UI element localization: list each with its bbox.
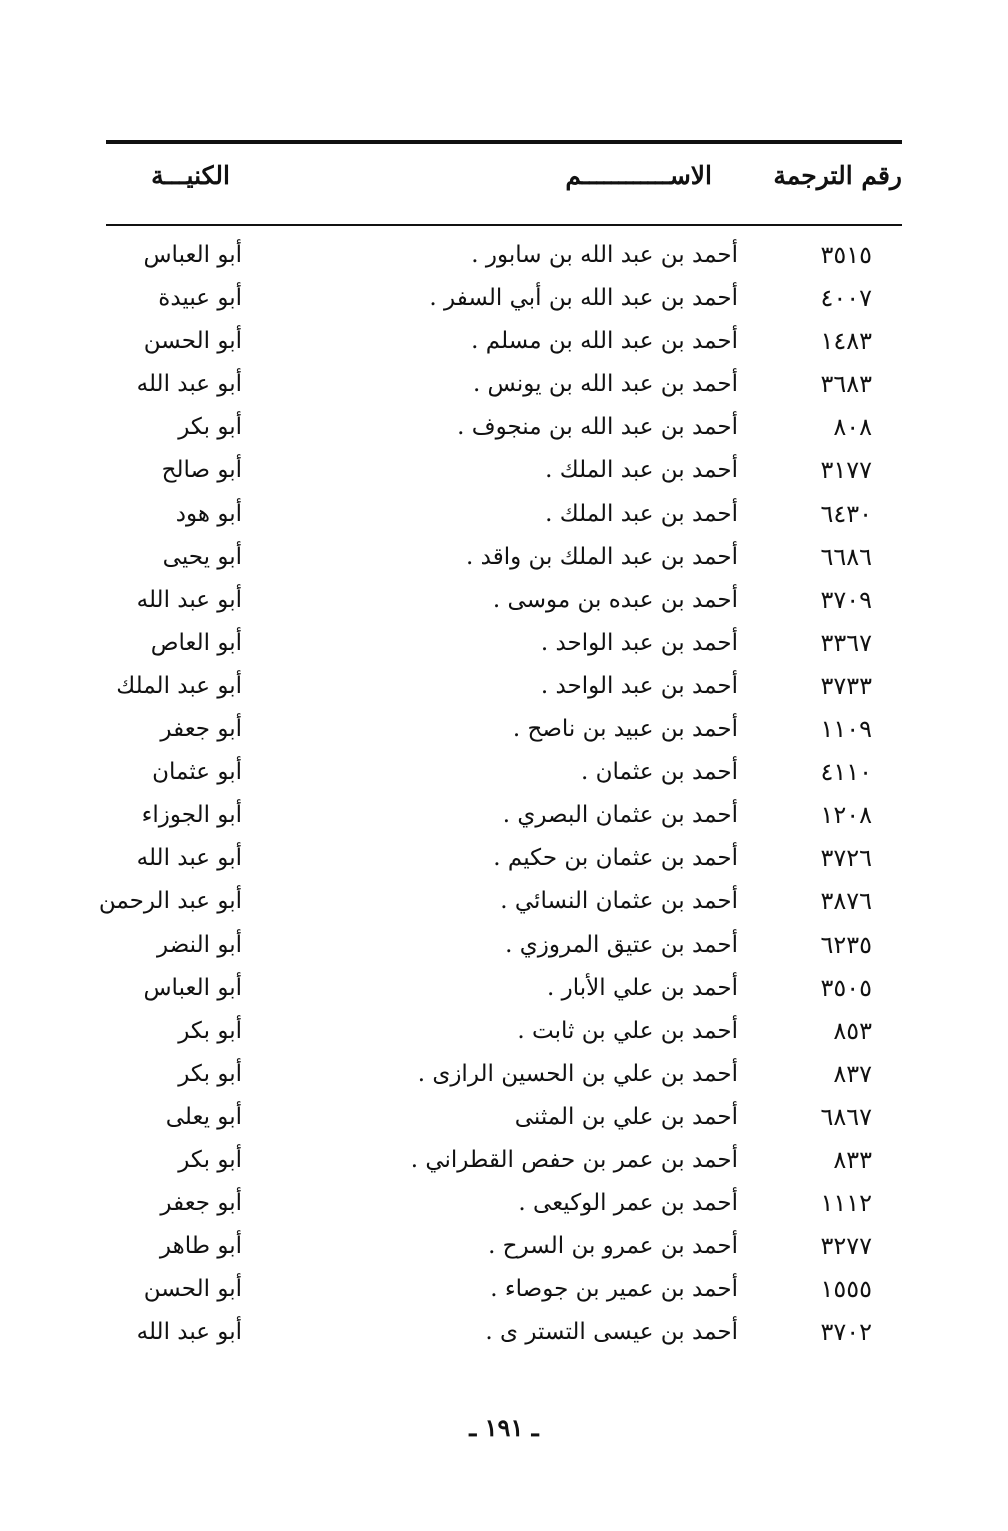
table-row — [106, 924, 902, 967]
entry-name: أحمد بن عبد الملك . — [545, 500, 738, 527]
entry-kunya: أبو العاص — [150, 629, 242, 656]
table-row — [106, 1225, 902, 1268]
entry-number: ٦٨٦٧ — [820, 1102, 872, 1131]
entry-number: ٣٥٠٥ — [820, 973, 872, 1002]
entry-name: أحمد بن عثمان البصري . — [502, 802, 738, 829]
entry-kunya: أبو هود — [175, 500, 242, 527]
entry-name: أحمد بن عبد الواحد . — [540, 672, 738, 699]
entry-name: أحمد بن عبد الله بن مسلم . — [471, 328, 738, 355]
entry-kunya: أبو عبد الله — [136, 586, 242, 613]
table-row — [106, 579, 902, 622]
entry-number: ١١٠٩ — [820, 715, 872, 744]
entry-number: ٣٦٨٣ — [820, 370, 872, 399]
entry-name: أحمد بن عمير بن جوصاء . — [490, 1276, 738, 1303]
entry-number: ٦٦٨٦ — [820, 542, 872, 571]
table-row — [106, 277, 902, 320]
header-rule — [106, 224, 902, 226]
entry-name: أحمد بن عبد الملك . — [545, 457, 738, 484]
entry-name: أحمد بن علي بن المثنى — [514, 1103, 738, 1130]
entry-name: أحمد بن عمرو بن السرح . — [488, 1233, 738, 1260]
entry-number: ٣٧٠٩ — [820, 585, 872, 614]
table-row — [106, 1311, 902, 1354]
entry-name: أحمد بن عبد الملك بن واقد . — [466, 543, 738, 570]
table-row — [106, 837, 902, 880]
entry-name: أحمد بن عبد الله بن أبي السفر . — [429, 285, 738, 312]
entry-number: ٨٣٣ — [833, 1145, 872, 1174]
entry-kunya: أبو النضر — [157, 931, 242, 958]
entry-name: أحمد بن عبد الله بن سابور . — [471, 242, 738, 268]
entry-kunya: أبو يحيى — [162, 543, 242, 570]
entry-number: ١٥٥٥ — [820, 1275, 872, 1304]
header-name: الاســــــــــــم — [565, 161, 712, 190]
entry-number: ٣٢٧٧ — [820, 1232, 872, 1261]
entry-kunya: أبو بكر — [178, 1146, 242, 1173]
table-row — [106, 708, 902, 751]
table-row — [106, 493, 902, 536]
entry-name: أحمد بن عيسى التستر ى . — [485, 1319, 738, 1346]
entry-kunya: أبو عبيدة — [158, 285, 242, 312]
entry-number: ٦٢٣٥ — [820, 930, 872, 959]
entry-kunya: أبو العباس — [143, 974, 242, 1001]
table-row — [106, 320, 902, 363]
entry-name: أحمد بن عثمان . — [581, 759, 738, 786]
entry-number: ١٤٨٣ — [820, 327, 872, 356]
table-row — [106, 1096, 902, 1139]
top-rule — [106, 140, 902, 144]
entry-kunya: أبو يعلى — [165, 1103, 242, 1130]
entry-name: أحمد بن عثمان النسائي . — [500, 888, 738, 915]
entry-name: أحمد بن عبد الله بن منجوف . — [457, 414, 738, 441]
entry-number: ٣٨٧٦ — [820, 887, 872, 916]
entry-number: ٤١١٠ — [820, 758, 872, 787]
table-row — [106, 449, 902, 492]
entry-kunya: أبو الحسن — [143, 1276, 242, 1303]
entry-kunya: أبو بكر — [178, 1017, 242, 1044]
table-row — [106, 794, 902, 837]
entry-kunya: أبو عبد الملك — [116, 672, 242, 699]
entry-number: ٨٠٨ — [833, 413, 872, 442]
table-row — [106, 536, 902, 579]
entry-number: ٣١٧٧ — [820, 456, 872, 485]
entry-kunya: أبو عبد الله — [136, 371, 242, 398]
entry-kunya: أبو الجوزاء — [141, 802, 242, 829]
entry-kunya: أبو عبد الله — [136, 1319, 242, 1346]
entry-number: ١١١٢ — [820, 1189, 872, 1218]
entry-kunya: أبو بكر — [178, 414, 242, 441]
entry-kunya: أبو عبد الرحمن — [98, 888, 242, 915]
entry-name: أحمد بن عثمان بن حكيم . — [493, 845, 738, 872]
entry-number: ٣٧٣٣ — [820, 671, 872, 700]
entry-kunya: أبو جعفر — [160, 1190, 242, 1217]
header-number: رقم الترجمة — [773, 161, 902, 190]
entry-number: ٣٧٠٢ — [820, 1318, 872, 1347]
table-row — [98, 880, 902, 923]
page-number: ـ ١٩١ ـ — [469, 1413, 539, 1442]
table-row — [106, 1139, 902, 1182]
table-row — [106, 751, 902, 794]
entry-name: أحمد بن علي بن الحسين الرازى . — [417, 1060, 738, 1087]
entry-name: أحمد بن علي بن ثابت . — [517, 1017, 738, 1044]
entry-number: ٤٠٠٧ — [820, 284, 872, 313]
table-row — [106, 665, 902, 708]
entry-number: ١٢٠٨ — [820, 801, 872, 830]
entry-kunya: أبو عبد الله — [136, 845, 242, 872]
entry-kunya: أبو صالح — [161, 457, 242, 484]
entry-number: ٣٥١٥ — [820, 241, 872, 269]
entry-name: أحمد بن عبيد بن ناصح . — [512, 716, 738, 743]
table-row — [106, 1053, 902, 1096]
entry-kunya: أبو الحسن — [143, 328, 242, 355]
table-header — [106, 156, 902, 206]
table-row — [106, 1010, 902, 1053]
entry-name: أحمد بن عبد الواحد . — [540, 629, 738, 656]
entry-number: ٨٥٣ — [833, 1016, 872, 1045]
entry-name: أحمد بن عبده بن موسى . — [492, 586, 738, 613]
entry-name: أحمد بن عتيق المروزي . — [505, 931, 738, 958]
table-row — [106, 967, 902, 1010]
table-row — [106, 1182, 902, 1225]
entry-kunya: أبو عثمان — [152, 759, 242, 786]
table-body — [98, 234, 902, 1354]
entry-number: ٣٣٦٧ — [820, 628, 872, 657]
entry-kunya: أبو طاهر — [159, 1233, 242, 1260]
table-row — [106, 622, 902, 665]
table-row — [106, 363, 902, 406]
entry-kunya: أبو جعفر — [160, 716, 242, 743]
header-kunya: الكنيـــة — [151, 161, 230, 190]
entry-name: أحمد بن علي الأبار . — [547, 974, 738, 1001]
entry-name: أحمد بن عبد الله بن يونس . — [472, 371, 738, 398]
entry-name: أحمد بن عمر الوكيعى . — [518, 1190, 738, 1217]
entry-name: أحمد بن عمر بن حفص القطراني . — [410, 1146, 738, 1173]
entry-number: ٨٣٧ — [833, 1059, 872, 1088]
table-row — [106, 406, 902, 449]
entry-number: ٦٤٣٠ — [820, 499, 872, 528]
entry-kunya: أبو بكر — [178, 1060, 242, 1087]
entry-kunya: أبو العباس — [143, 242, 242, 268]
entry-number: ٣٧٢٦ — [820, 844, 872, 873]
table-row — [106, 234, 902, 277]
table-row — [106, 1268, 902, 1311]
